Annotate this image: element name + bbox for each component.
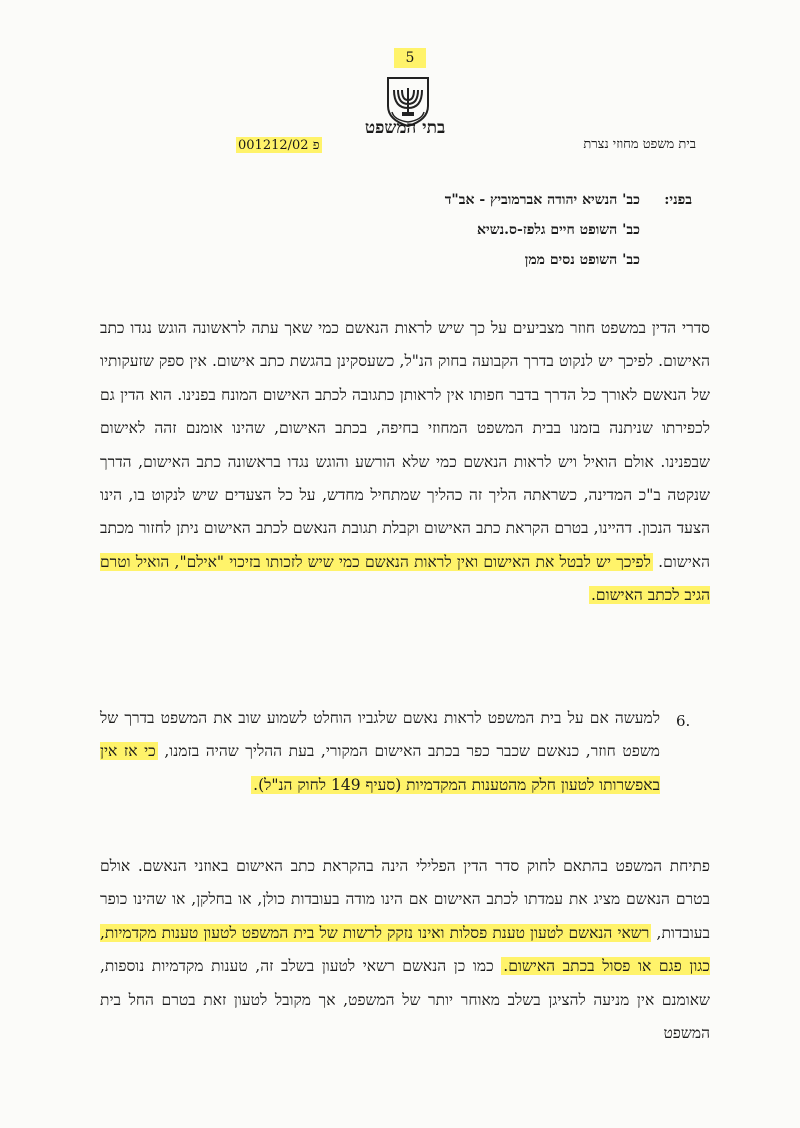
judge-vice-president: כב' השופט חיים גלפז-ס.נשיא: [477, 222, 640, 238]
paragraph-1-text: סדרי הדין במשפט חוזר מצביעים על כך שיש לראות הנאשם כמי שאך עתה לראשונה הוגש נגדו כתב האישום. לפיכך יש לנקוט בדרך הקבועה בחוק הנ"ל, כשעסקינן בהגשת כתב אישום. אין ספק שזעקותיו של הנאשם לאורך כל הדרך בדבר חפותו אין לראותן כתגובה לכתב האישום המונח בפנינו. הוא הדין גם לכפירתו שניתנה בזמנו בבית המשפט המחוזי בחיפה, בכתב האישום, שהינו אומנם זהה לאישום שבפנינו. אולם הואיל ויש לראות הנאשם כמי שלא הורשע והוגש נגדו בראשונה כתב האישום, הדרך שנקטה ב"כ המדינה, כשראתה הליך זה כהליך שמתחיל מחדש, על כל הצעדים שיש לנקוט בו, הינו הצעד הנכון. דהיינו, בטרם הקראת כתב האישום וקבלת תגובת הנאשם לכתב האישום ניתן לחזור מכתב האישום.: [100, 319, 710, 571]
paragraph-3-text-start: פתיחת המשפט בהתאם לחוק סדר הדין הפלילי הינה בהקראת כתב האישום באוזני הנאשם. אולם בטרם הנאשם מציג את עמדתו לכתב האישום אם הינו מודה בעובדות כולן, או בחלקן, או שהינו כופר בעובדות,: [100, 857, 710, 942]
panel-label: בפני:: [664, 192, 692, 208]
paragraph-3-text-end: כמו כן הנאשם רשאי לטעון בשלב זה, טענות מקדמיות נוספות, שאומנם אין מניעה להציגן בשלב מאוחר יותר של המשפט, אך מקובל לטעון זאת בטרם החל בית המשפט: [100, 957, 710, 1043]
paragraph-3: [100, 850, 710, 1120]
court-title: בתי המשפט: [364, 118, 446, 138]
district-court-label: בית משפט מחוזי נצרת: [583, 137, 696, 152]
paragraph-3-highlight: רשאי הנאשם לטעון טענת פסלות ואינו נזקק לרשות של בית המשפט לטעון טענות מקדמיות, כגון פגם או פסול בכתב האישום.: [100, 923, 710, 976]
paragraph-2: [100, 702, 660, 832]
judge-third: כב' השופט נסים ממן: [524, 252, 640, 268]
paragraph-1-highlight: לפיכך יש לבטל את האישום ואין לראות הנאשם כמי שיש לזכותו בזיכוי "אילם", הואיל וטרם הגיב לכתב האישום.: [100, 552, 710, 605]
case-number: פ 001212/02: [238, 138, 320, 153]
judge-presiding: כב' הנשיא יהודה אברמוביץ - אב"ד: [444, 192, 640, 208]
paragraph-number-6: 6.: [676, 712, 691, 730]
paragraph-1: [100, 312, 710, 682]
paragraph-2-text: למעשה אם על בית המשפט לראות נאשם שלגביו הוחלט לשמוע שוב את המשפט בדרך של משפט חוזר, כנאשם שכבר כפר בכתב האישום המקורי, בעת ההליך שהיה בזמנו,: [100, 709, 660, 761]
paragraph-2-highlight: כי אז אין באפשרותו לטעון חלק מהטענות המקדמיות (סעיף 149 לחוק הנ"ל).: [100, 742, 660, 794]
page-number: 5: [405, 50, 415, 66]
